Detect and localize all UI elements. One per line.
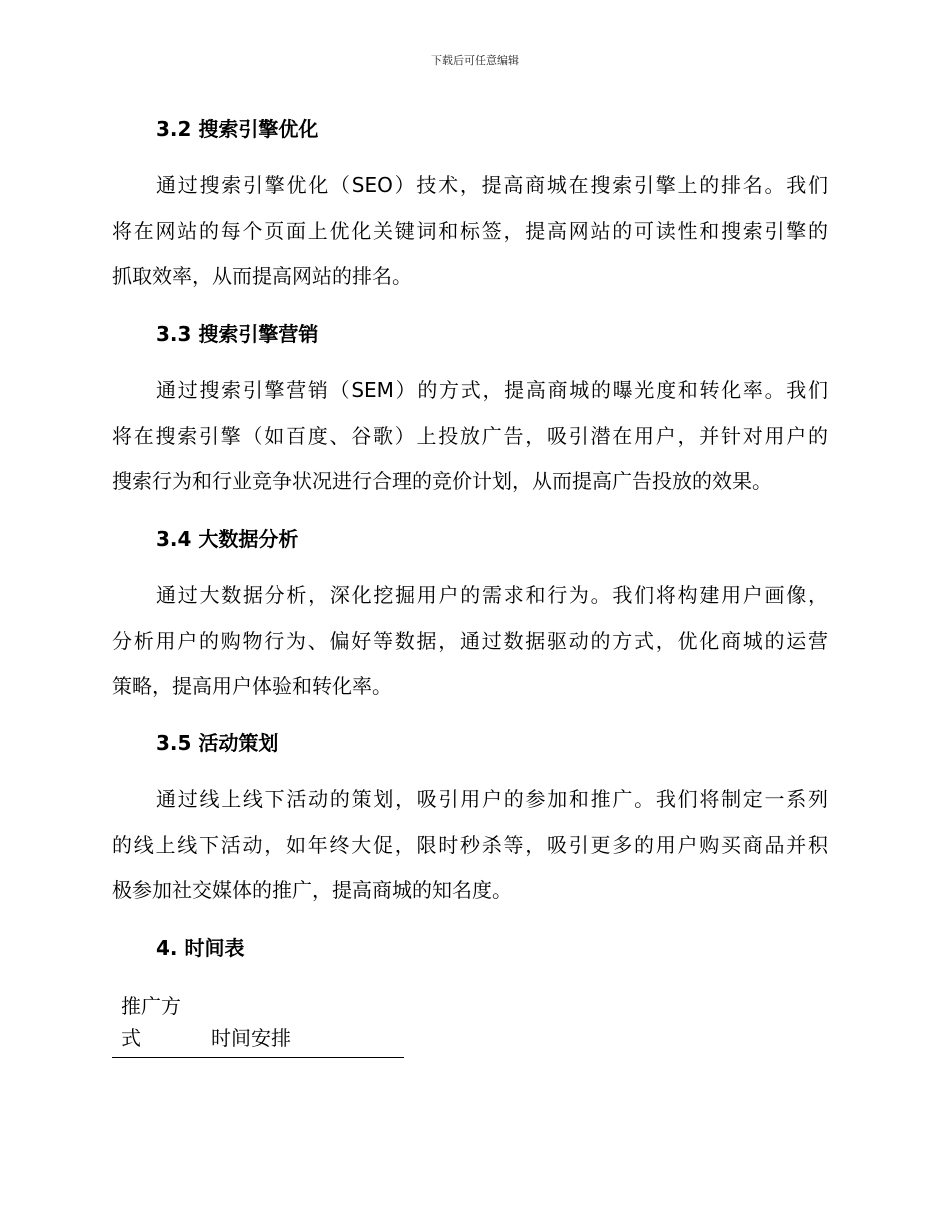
section-paragraph-big-data [112, 573, 828, 710]
paragraph-line: 搜索行为和行业竞争状况进行合理的竞价计划，从而提高广告投放的效果。 [112, 469, 772, 493]
timetable-table [112, 990, 404, 1058]
section-heading-sem: 3.3 搜索引擎营销 [156, 322, 319, 346]
paragraph-line: 将在网站的每个页面上优化关键词和标签，提高网站的可读性和搜索引擎的 [112, 218, 828, 243]
paragraph-line: 将在搜索引擎（如百度、谷歌）上投放广告，吸引潜在用户，并针对用户的 [112, 423, 828, 448]
section-heading-seo: 3.2 搜索引擎优化 [156, 117, 319, 141]
page-header-note: 下载后可任意编辑 [431, 54, 519, 67]
table-header-row [112, 990, 404, 1058]
section-paragraph-campaign [112, 777, 828, 914]
section-paragraph-sem [112, 368, 828, 505]
paragraph-line: 抓取效率，从而提高网站的排名。 [112, 264, 412, 288]
paragraph-line: 通过大数据分析，深化挖掘用户的需求和行为。我们将构建用户画像， [156, 583, 828, 607]
column-header-method [112, 990, 201, 1054]
section-heading-timetable: 4. 时间表 [156, 936, 245, 960]
paragraph-line: 通过搜索引擎营销（SEM）的方式，提高商城的曝光度和转化率。我们 [156, 378, 828, 402]
section-heading-campaign: 3.5 活动策划 [156, 731, 279, 755]
column-header-time: 时间安排 [211, 1026, 291, 1050]
column-header-method-line2: 式 [121, 1026, 141, 1050]
paragraph-line: 的线上线下活动，如年终大促，限时秒杀等，吸引更多的用户购买商品并积 [112, 832, 828, 857]
paragraph-line: 分析用户的购物行为、偏好等数据，通过数据驱动的方式，优化商城的运营 [112, 628, 828, 653]
paragraph-line: 策略，提高用户体验和转化率。 [112, 674, 392, 698]
section-heading-big-data: 3.4 大数据分析 [156, 527, 299, 551]
column-header-method-line1: 推广方 [121, 994, 181, 1018]
paragraph-line: 通过线上线下活动的策划，吸引用户的参加和推广。我们将制定一系列 [156, 787, 828, 811]
section-paragraph-seo [112, 163, 828, 300]
paragraph-line: 极参加社交媒体的推广，提高商城的知名度。 [112, 878, 512, 902]
paragraph-line: 通过搜索引擎优化（SEO）技术，提高商城在搜索引擎上的排名。我们 [156, 173, 828, 197]
